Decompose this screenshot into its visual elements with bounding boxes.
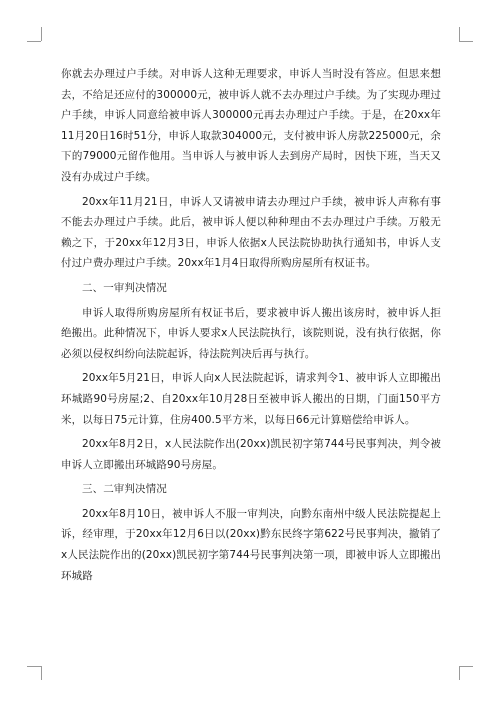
crop-mark-bottom-right-v bbox=[459, 666, 460, 680]
paragraph-refusal: 申诉人取得所购房屋所有权证书后，要求被申诉人搬出该房时，被申诉人拒绝搬出。此种情况下，申诉人要求x人民法院执行，该院则说，没有执行依据，你必须以侵权纠纷向法院起诉，待法院判决后再与执行。 bbox=[61, 306, 441, 360]
document-body bbox=[61, 64, 441, 590]
crop-mark-top-right-v bbox=[459, 27, 460, 41]
crop-mark-bottom-right-h bbox=[459, 666, 473, 667]
crop-mark-bottom-left-v bbox=[41, 666, 42, 680]
paragraph-lawsuit: 20xx年5月21日，申诉人向x人民法院起诉，请求判令1、被申诉人立即搬出环城路90号房屋;2、自20xx年10月28日至被申诉人搬出的日期，门面150平方米，以每日75元计算，住房400.5平方米，以每日66元计算赔偿给申诉人。 bbox=[61, 372, 441, 426]
paragraph-appeal: 20xx年8月10日，被申诉人不服一审判决，向黔东南州中级人民法院提起上诉，经审理，于20xx年12月6日以(20xx)黔东民终字第622号民事判决，撤销了x人民法院作出的(20xx)凯民初字第744号民事判决第一项，即被申诉人立即搬出环城路 bbox=[61, 507, 441, 582]
crop-mark-top-left-v bbox=[41, 27, 42, 41]
crop-mark-top-left-h bbox=[27, 41, 41, 42]
crop-mark-bottom-left-h bbox=[27, 666, 41, 667]
crop-mark-top-right-h bbox=[459, 41, 473, 42]
section-heading-second-instance: 三、二审判决情况 bbox=[82, 483, 167, 496]
paragraph-first-judgment: 20xx年8月2日，x人民法院作出(20xx)凯民初字第744号民事判决，判令被申诉人立即搬出环城路90号房屋。 bbox=[61, 438, 441, 471]
section-heading-first-instance: 二、一审判决情况 bbox=[82, 281, 167, 294]
paragraph-nov21: 20xx年11月21日，申诉人又请被申请去办理过户手续，被申诉人声称有事不能去办理过户手续。此后，被申诉人便以种种理由不去办理过户手续。万般无赖之下，于20xx年12月3日，申诉人依据x人民法院协助执行通知书，申诉人支付过户费办理过户手续。20xx年1月4日取得所购房屋所有权证书。 bbox=[61, 195, 441, 270]
paragraph-continuation: 你就去办理过户手续。对申诉人这种无理要求，申诉人当时没有答应。但思来想去，不给足还应付的300000元，被申诉人就不去办理过户手续。为了实现办理过户手续，申诉人同意给被申诉人300000元再去办理过户手续。于是，在20xx年11月20日16时51分，申诉人取款304000元，支付被申诉人房款225000元，余下的79000元留作他用。当申诉人与被申诉人去到房产局时，因快下班，当天又没有办成过户手续。 bbox=[61, 68, 441, 183]
